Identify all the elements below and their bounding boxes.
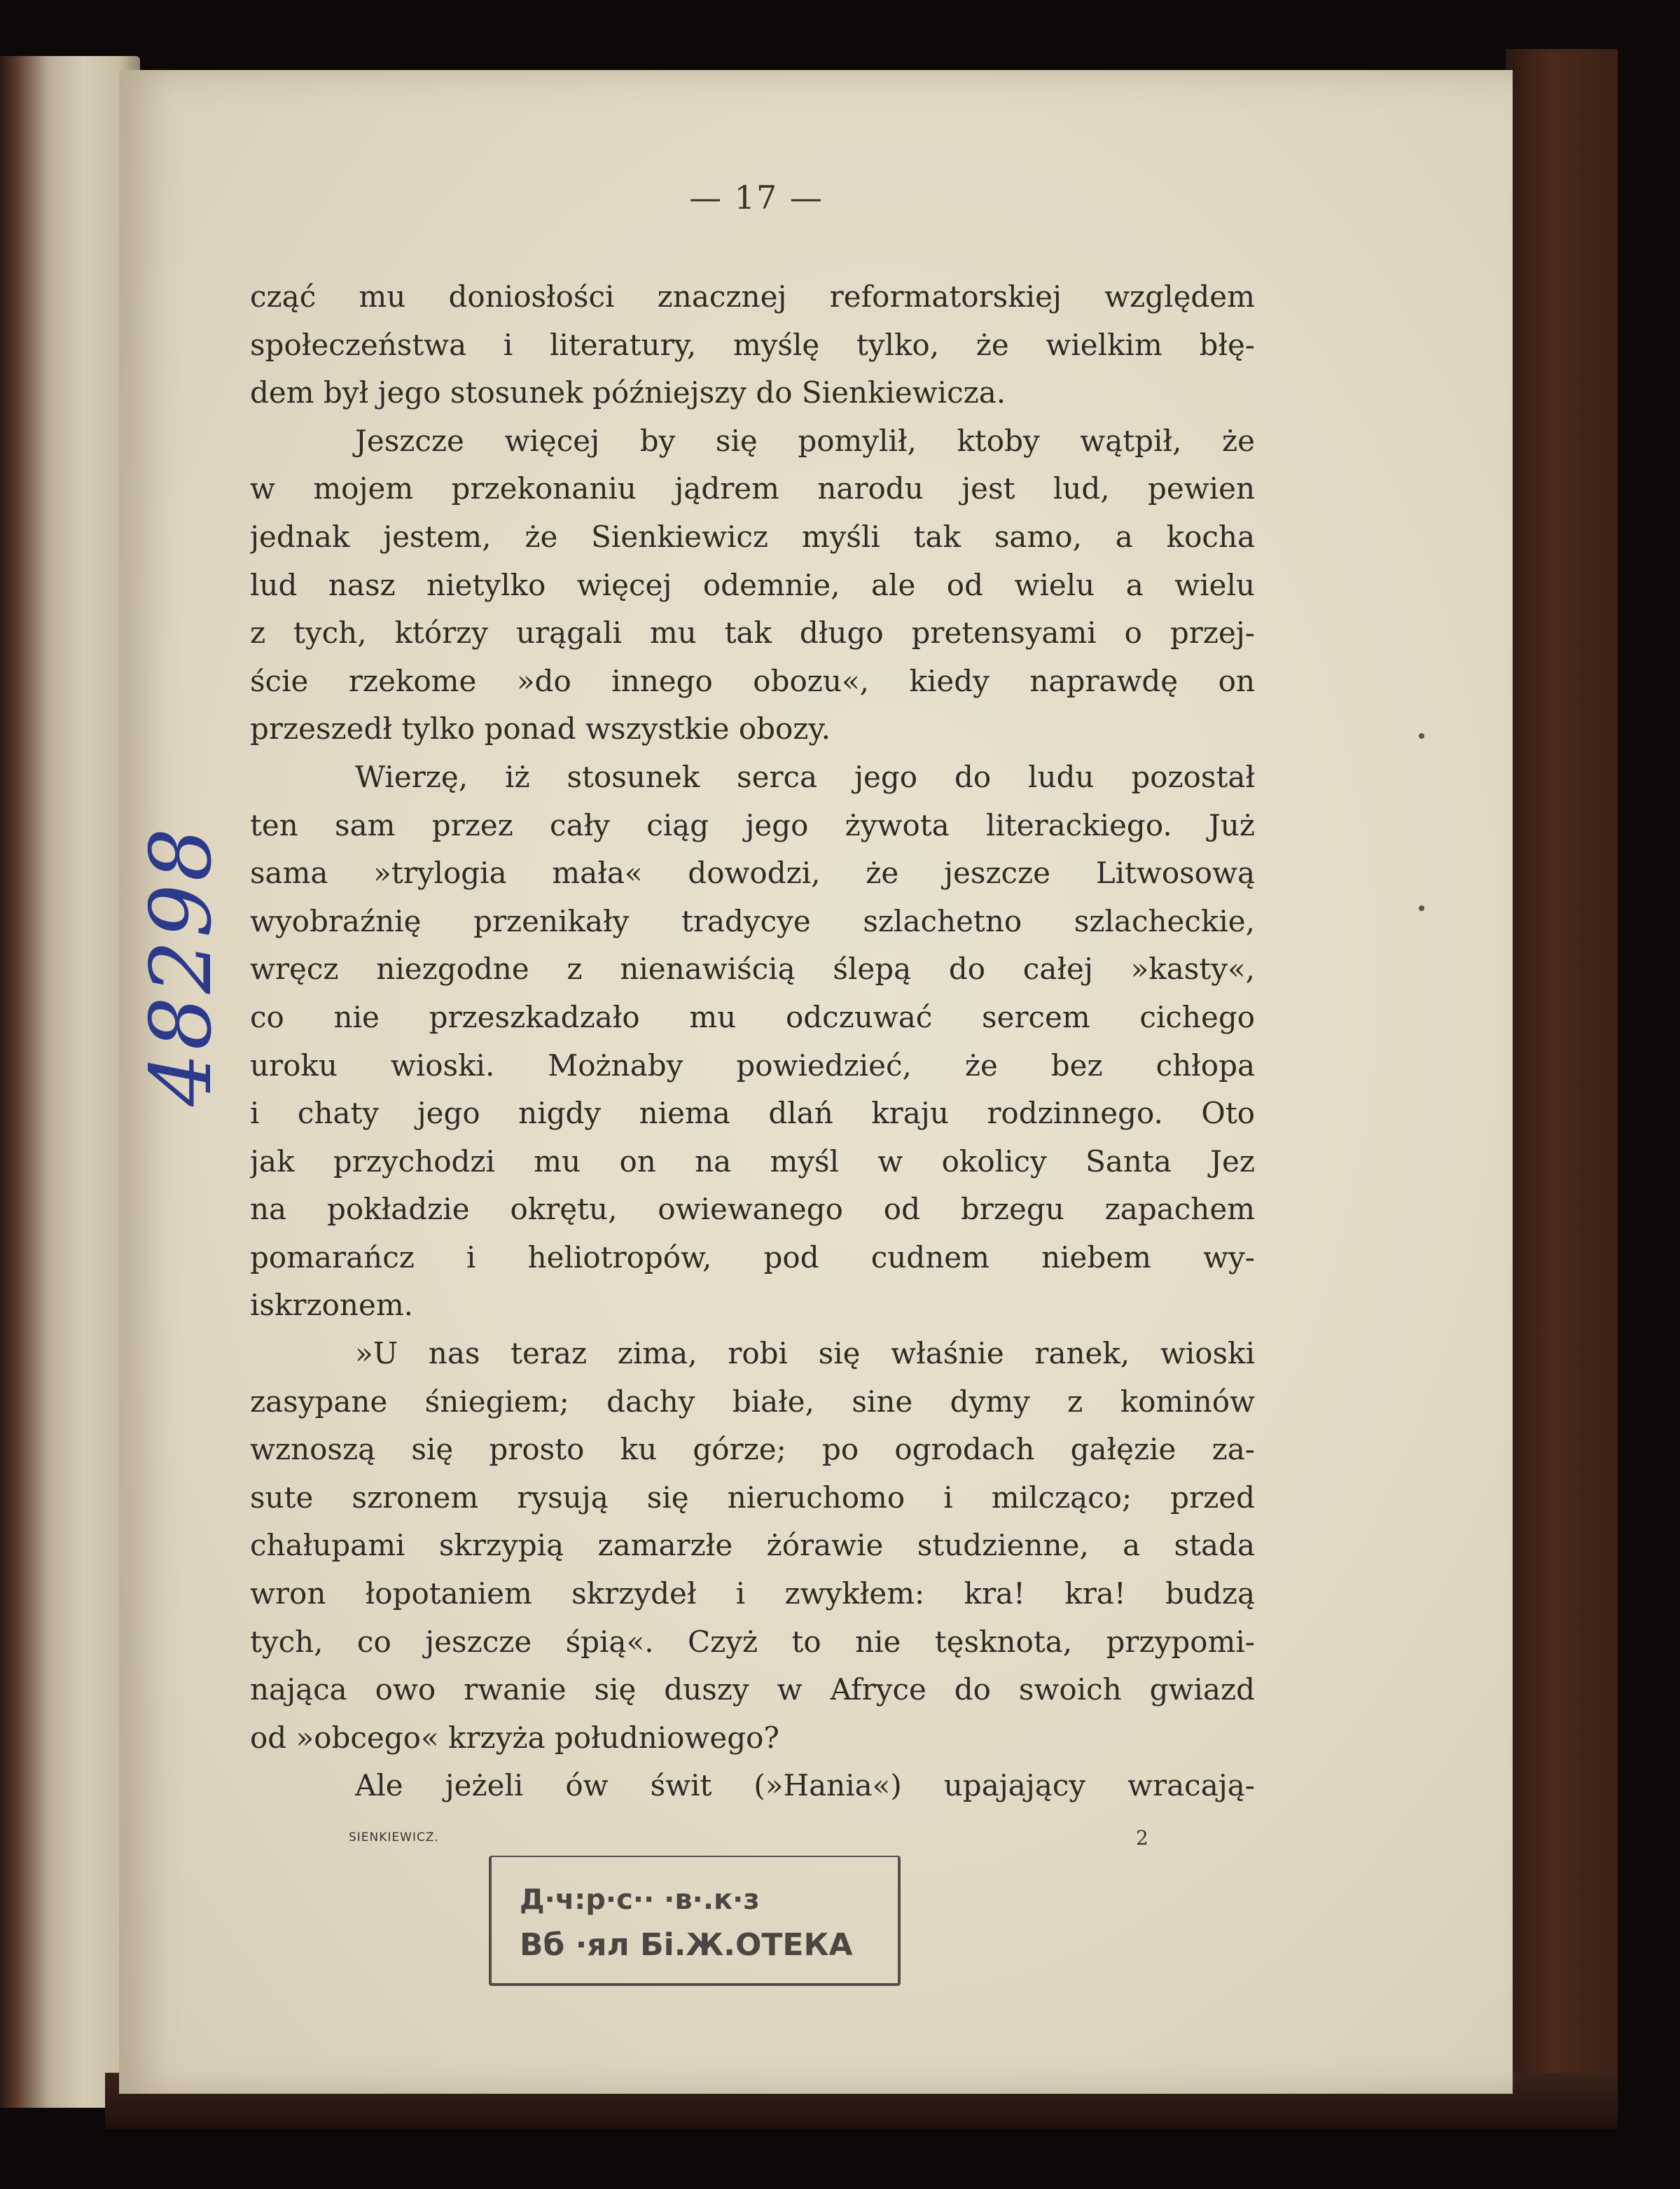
text-line: wyobraźnię przenikały tradycye szlachetno szlacheckie, bbox=[250, 903, 1255, 938]
text-line: sute szronem rysują się nieruchomo i milcząco; przed bbox=[250, 1480, 1255, 1515]
text-line: uroku wioski. Możnaby powiedzieć, że bez chłopa bbox=[250, 1048, 1255, 1083]
text-line: wręcz niezgodne z nienawiścią ślepą do całej »kasty«, bbox=[250, 952, 1255, 987]
text-line: ście rzekome »do innego obozu«, kiedy naprawdę on bbox=[250, 663, 1255, 698]
text-line: zasypane śniegiem; dachy białe, sine dymy z kominów bbox=[250, 1384, 1255, 1419]
text-line: ten sam przez cały ciąg jego żywota literackiego. Już bbox=[250, 807, 1255, 842]
text-line: Jeszcze więcej by się pomylił, ktoby wątpił, że bbox=[355, 423, 1255, 458]
text-line: z tych, którzy urągali mu tak długo pretensyami o przej- bbox=[250, 616, 1255, 651]
sheet-number: 2 bbox=[1136, 1826, 1148, 1849]
text-line: na pokładzie okrętu, owiewanego od brzegu zapachem bbox=[250, 1192, 1255, 1227]
text-line: wznoszą się prosto ku górze; po ogrodach gałęzie za- bbox=[250, 1432, 1255, 1467]
text-line: co nie przeszkadzało mu odczuwać sercem cichego bbox=[250, 999, 1255, 1034]
text-line: w mojem przekonaniu jądrem narodu jest lud, pewien bbox=[250, 471, 1255, 506]
text-line: Ale jeżeli ów świt (»Hania«) upajający wracają- bbox=[355, 1768, 1255, 1803]
handwritten-inventory-number bbox=[133, 1022, 217, 1106]
text-line: Wierzę, iż stosunek serca jego do ludu pozostał bbox=[355, 759, 1255, 794]
text-line: cząć mu doniosłości znacznej reformatorskiej względem bbox=[250, 279, 1255, 314]
library-stamp bbox=[489, 1856, 901, 1986]
text-line: wron łopotaniem skrzydeł i zwykłem: kra! kra! budzą bbox=[250, 1576, 1255, 1611]
text-line: nająca owo rwanie się duszy w Afryce do swoich gwiazd bbox=[250, 1672, 1255, 1707]
stamp-text-line: Вб ·ял Бі.Ж.ОТЕКА bbox=[520, 1927, 853, 1963]
text-line: jednak jestem, że Sienkiewicz myśli tak samo, a kocha bbox=[250, 519, 1255, 554]
text-line: dem był jego stosunek późniejszy do Sienkiewicza. bbox=[250, 375, 1006, 410]
paper-speck bbox=[1419, 733, 1424, 739]
stamp-text-line: Д·ч:р·с·· ·в·.к·з bbox=[520, 1884, 760, 1916]
text-line: przeszedł tylko ponad wszystkie obozy. bbox=[250, 711, 831, 746]
text-line: i chaty jego nigdy niema dlań kraju rodzinnego. Oto bbox=[250, 1096, 1255, 1131]
text-line: iskrzonem. bbox=[250, 1288, 414, 1323]
footer-signature: SIENKIEWICZ. bbox=[349, 1830, 439, 1844]
body-text bbox=[250, 273, 1255, 1810]
text-line: społeczeństwa i literatury, myślę tylko, że wielkim błę- bbox=[250, 327, 1255, 362]
text-line: pomarańcz i heliotropów, pod cudnem niebem wy- bbox=[250, 1239, 1255, 1274]
book-cover-right bbox=[1506, 49, 1618, 2115]
page-number: — 17 — bbox=[689, 179, 824, 216]
text-line: sama »trylogia mała« dowodzi, że jeszcze Litwosową bbox=[250, 856, 1255, 891]
text-line: lud nasz nietylko więcej odemnie, ale od wielu a wielu bbox=[250, 567, 1255, 602]
text-line: jak przychodzi mu on na myśl w okolicy Santa Jez bbox=[250, 1144, 1255, 1179]
text-line: chałupami skrzypią zamarzłe żórawie studzienne, a stada bbox=[250, 1528, 1255, 1563]
text-line: od »obcego« krzyża południowego? bbox=[250, 1720, 779, 1755]
text-line: »U nas teraz zima, robi się właśnie ranek, wioski bbox=[355, 1336, 1255, 1371]
paper-speck bbox=[1419, 905, 1424, 911]
text-line: tych, co jeszcze śpią«. Czyż to nie tęsknota, przypomi- bbox=[250, 1624, 1255, 1659]
